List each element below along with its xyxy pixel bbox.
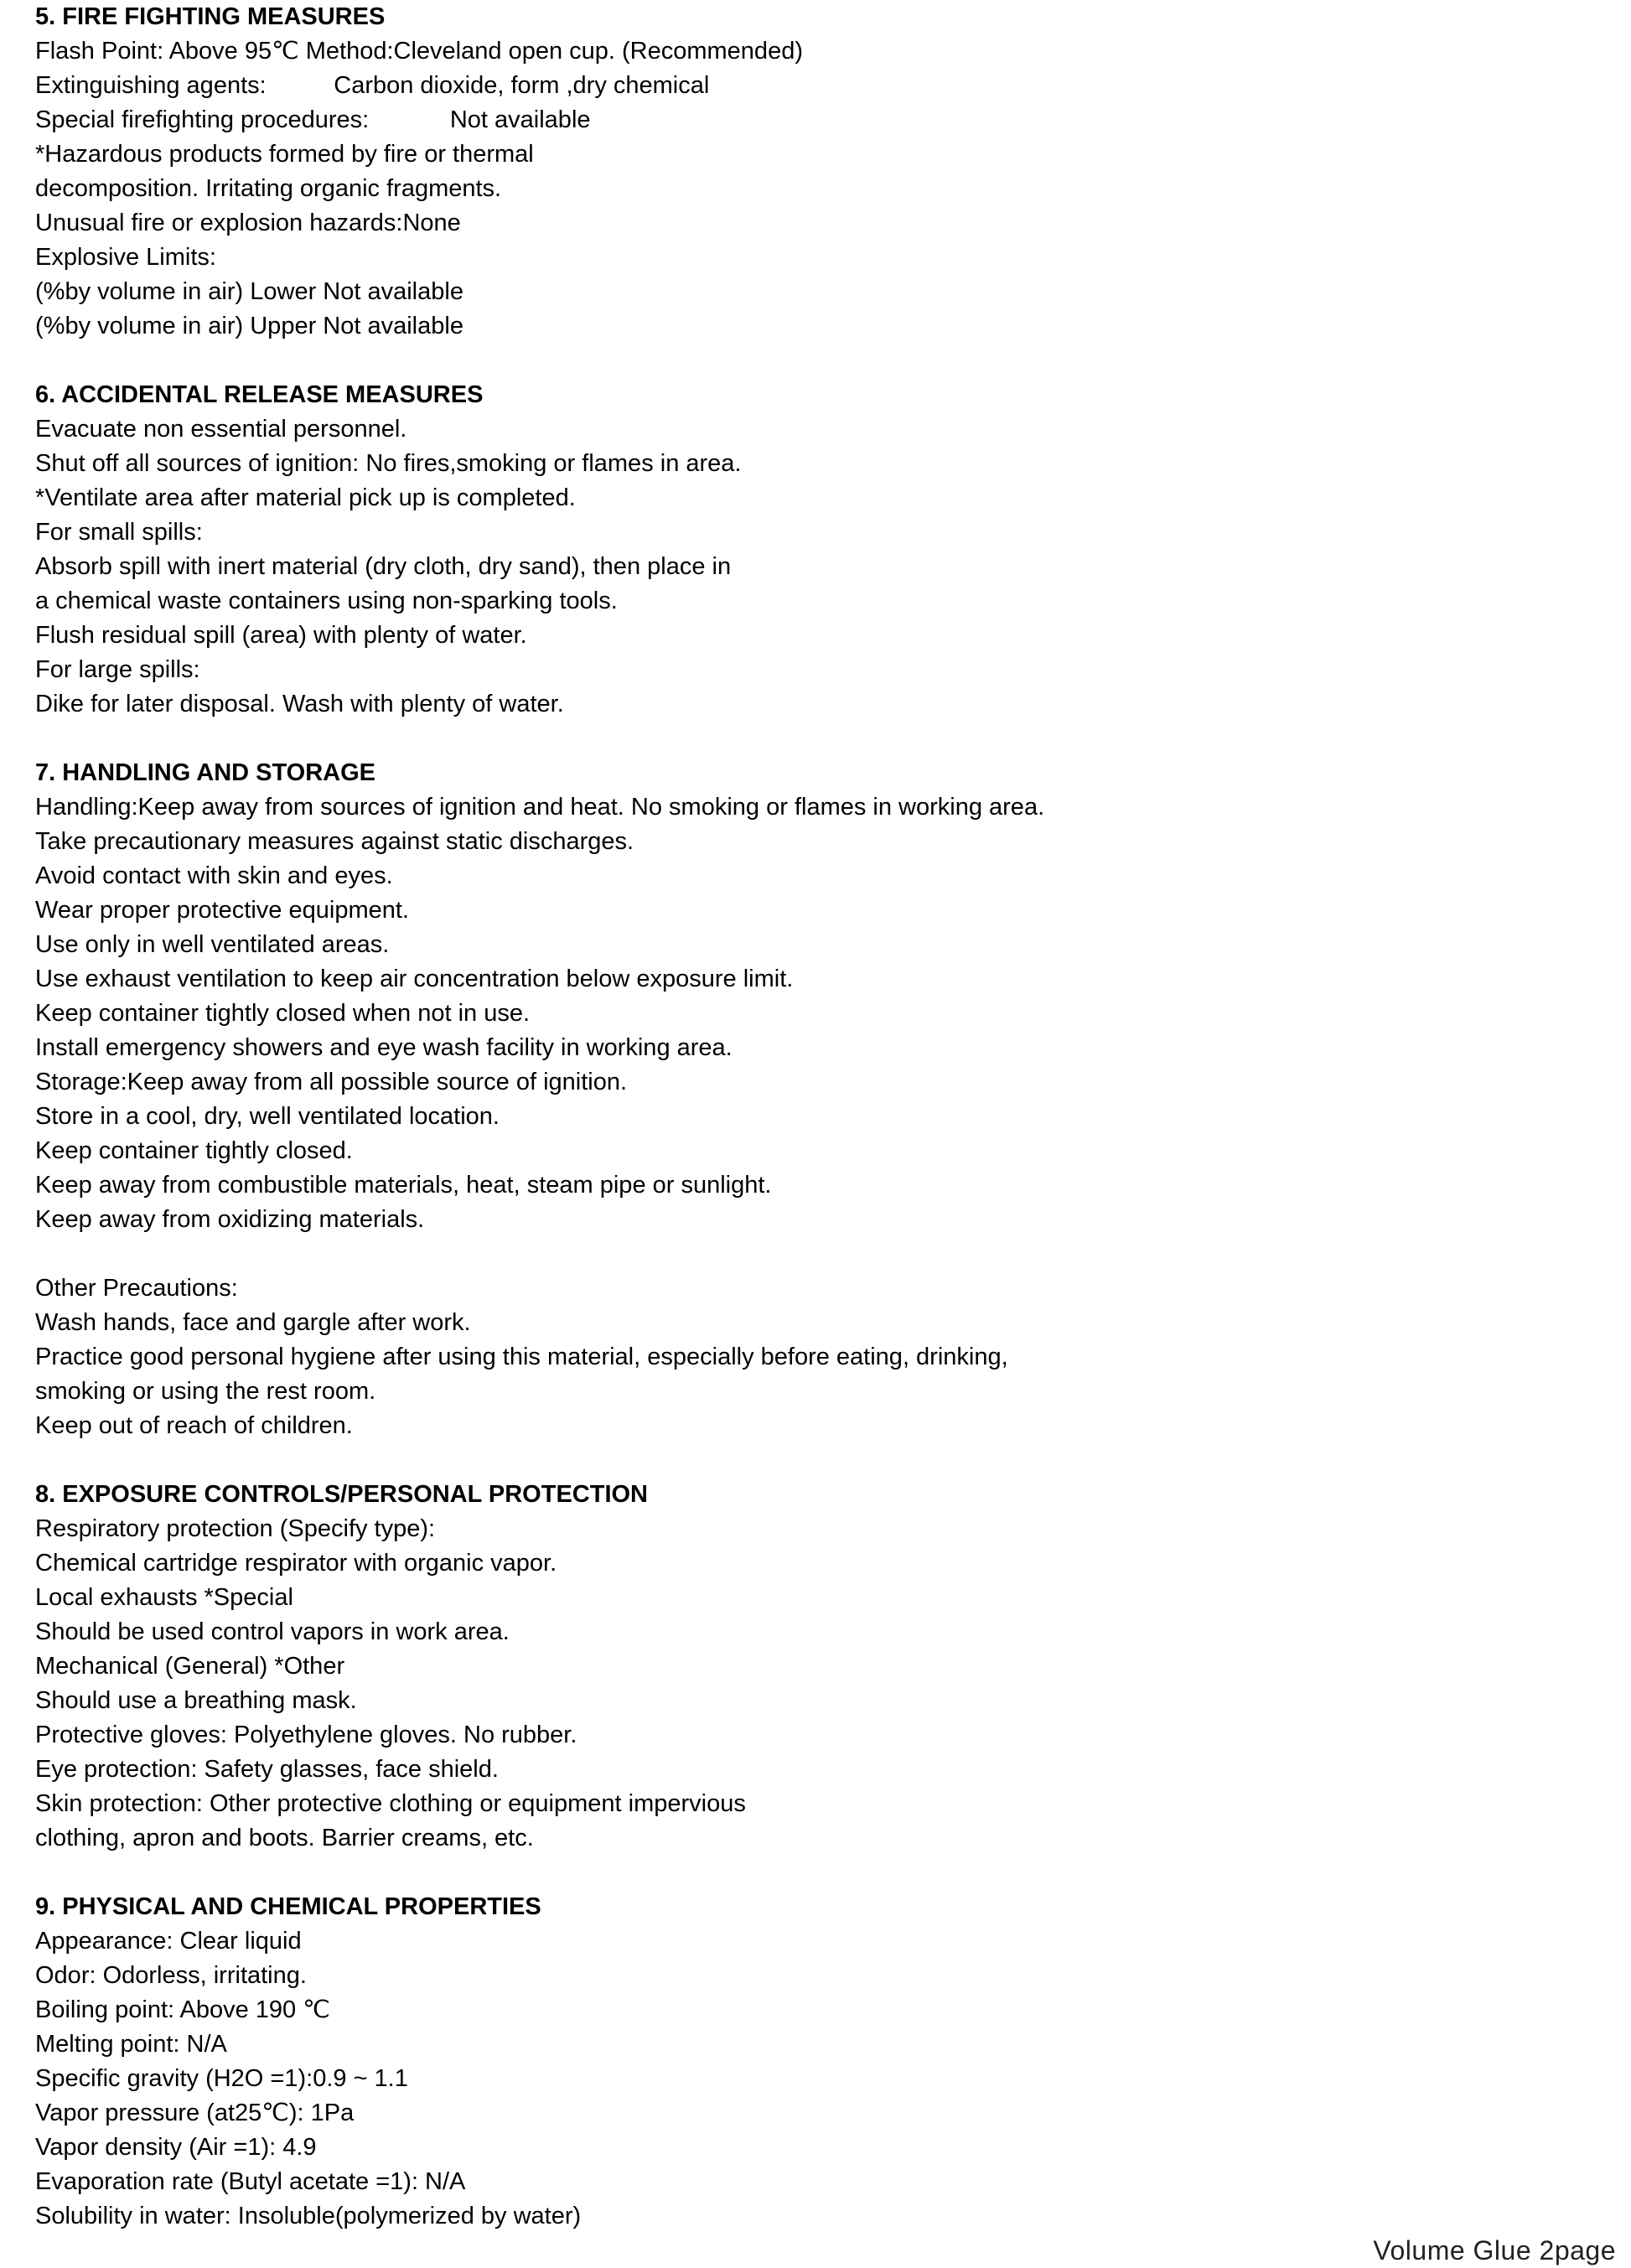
- section-heading: 6. ACCIDENTAL RELEASE MEASURES: [35, 381, 484, 408]
- text-line: Use only in well ventilated areas.: [35, 931, 390, 958]
- section-heading: 7. HANDLING AND STORAGE: [35, 759, 376, 786]
- text-line: Store in a cool, dry, well ventilated location.: [35, 1103, 500, 1130]
- text-line: smoking or using the rest room.: [35, 1378, 376, 1405]
- text-line: Local exhausts *Special: [35, 1584, 293, 1611]
- text-line: Extinguishing agents: Carbon dioxide, form ,dry chemical: [35, 72, 710, 99]
- text-line: Flash Point: Above 95℃ Method:Cleveland open cup. (Recommended): [35, 38, 803, 65]
- text-line: Keep away from oxidizing materials.: [35, 1206, 425, 1233]
- section: [35, 1478, 1594, 1856]
- text-line: Solubility in water: Insoluble(polymerized by water): [35, 2203, 582, 2229]
- text-line: Evacuate non essential personnel.: [35, 416, 407, 443]
- text-line: Keep container tightly closed when not in use.: [35, 1000, 531, 1027]
- text-line: Wear proper protective equipment.: [35, 897, 409, 924]
- text-line: clothing, apron and boots. Barrier creams, etc.: [35, 1825, 534, 1851]
- text-line: Take precautionary measures against static discharges.: [35, 828, 634, 855]
- text-line: Storage:Keep away from all possible source of ignition.: [35, 1069, 628, 1095]
- text-line: Vapor pressure (at25℃): 1Pa: [35, 2100, 355, 2126]
- text-line: Melting point: N/A: [35, 2031, 227, 2058]
- text-line: decomposition. Irritating organic fragments.: [35, 175, 502, 202]
- page-footer: Volume Glue 2page: [1373, 2235, 1616, 2265]
- section: [35, 378, 1594, 722]
- text-line: Skin protection: Other protective clothing or equipment impervious: [35, 1790, 746, 1817]
- text-line: Use exhaust ventilation to keep air concentration below exposure limit.: [35, 966, 794, 992]
- text-line: Eye protection: Safety glasses, face shield.: [35, 1756, 499, 1783]
- section: [35, 0, 1594, 344]
- text-line: Vapor density (Air =1): 4.9: [35, 2134, 317, 2161]
- text-line: Should use a breathing mask.: [35, 1687, 357, 1714]
- section: [35, 756, 1594, 1443]
- text-line: a chemical waste containers using non-sparking tools.: [35, 588, 618, 614]
- text-line: (%by volume in air) Upper Not available: [35, 313, 463, 339]
- text-line: Practice good personal hygiene after using this material, especially before eating, drinking,: [35, 1344, 1008, 1370]
- text-line: Odor: Odorless, irritating.: [35, 1962, 307, 1989]
- text-line: Wash hands, face and gargle after work.: [35, 1309, 471, 1336]
- text-line: Keep out of reach of children.: [35, 1412, 353, 1439]
- section-heading: 9. PHYSICAL AND CHEMICAL PROPERTIES: [35, 1893, 541, 1920]
- text-line: Unusual fire or explosion hazards:None: [35, 210, 461, 236]
- text-line: Evaporation rate (Butyl acetate =1): N/A: [35, 2168, 466, 2195]
- section-heading: 8. EXPOSURE CONTROLS/PERSONAL PROTECTION: [35, 1481, 649, 1508]
- text-line: Dike for later disposal. Wash with plenty of water.: [35, 691, 564, 717]
- text-line: Appearance: Clear liquid: [35, 1928, 302, 1955]
- text-line: (%by volume in air) Lower Not available: [35, 278, 463, 305]
- text-line: Shut off all sources of ignition: No fires,smoking or flames in area.: [35, 450, 742, 477]
- text-line: Explosive Limits:: [35, 244, 216, 271]
- text-line: Boiling point: Above 190 ℃: [35, 1996, 330, 2023]
- text-line: Handling:Keep away from sources of ignition and heat. No smoking or flames in working area.: [35, 794, 1045, 821]
- text-line: Avoid contact with skin and eyes.: [35, 862, 393, 889]
- text-line: Special firefighting procedures: Not available: [35, 106, 591, 133]
- text-line: Install emergency showers and eye wash facility in working area.: [35, 1034, 733, 1061]
- text-line: Keep away from combustible materials, heat, steam pipe or sunlight.: [35, 1172, 772, 1199]
- text-line: Mechanical (General) *Other: [35, 1653, 345, 1680]
- text-line: Specific gravity (H2O =1):0.9 ~ 1.1: [35, 2065, 408, 2092]
- text-line: Protective gloves: Polyethylene gloves. No rubber.: [35, 1722, 577, 1748]
- blank-line: [35, 1237, 1594, 1271]
- text-line: Absorb spill with inert material (dry cloth, dry sand), then place in: [35, 553, 732, 580]
- document-body: [35, 0, 1594, 2234]
- text-line: Respiratory protection (Specify type):: [35, 1515, 436, 1542]
- section-heading: 5. FIRE FIGHTING MEASURES: [35, 3, 386, 30]
- text-line: For large spills:: [35, 656, 200, 683]
- text-line: *Hazardous products formed by fire or thermal: [35, 141, 534, 168]
- text-line: Should be used control vapors in work area.: [35, 1618, 510, 1645]
- text-line: Chemical cartridge respirator with organic vapor.: [35, 1550, 557, 1577]
- text-line: Keep container tightly closed.: [35, 1137, 353, 1164]
- text-line: Flush residual spill (area) with plenty of water.: [35, 622, 527, 649]
- text-line: For small spills:: [35, 519, 203, 546]
- text-line: Other Precautions:: [35, 1275, 238, 1302]
- text-line: *Ventilate area after material pick up is completed.: [35, 484, 576, 511]
- section: [35, 1890, 1594, 2234]
